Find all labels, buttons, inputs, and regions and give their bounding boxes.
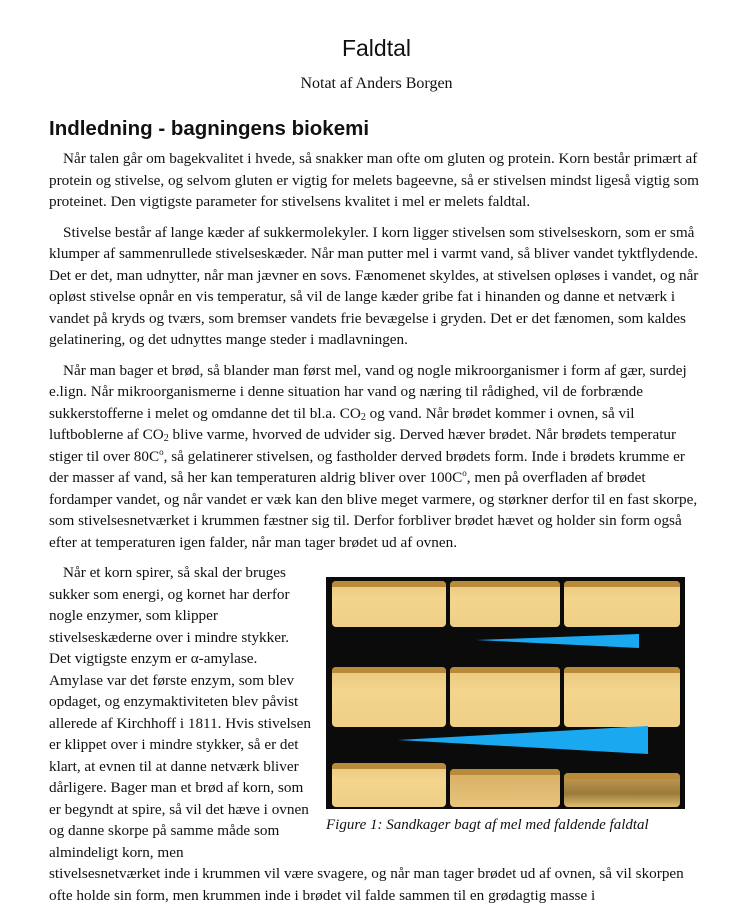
- wedge-small: [476, 634, 639, 648]
- paragraph-3-text-c: blive varme, hvorved de udvider sig. Derved hæver brødet. Når brødets temperatur stiger til over 80C: [49, 426, 677, 465]
- paragraph-3-text-b: og vand. Når brødet kommer i ovnen, så vil luftboblerne af CO: [49, 404, 635, 443]
- paragraph-4-continued: stivelsesnetværket inde i krummen vil være svagere, og når man tager brødet ud af ovnen, så vil skorpen ofte holde sin form, men krummen inde i brødet vil falde sammen til en grødagtig masse i: [49, 865, 684, 904]
- figure-caption: Figure 1: Sandkager bagt af mel med faldende faldtal: [326, 817, 649, 833]
- falling-number-wedges: [326, 577, 685, 809]
- document-page: [49, 0, 704, 915]
- paragraph-3: [49, 360, 704, 554]
- paragraph-1: Når talen går om bagekvalitet i hvede, så snakker man ofte om gluten og protein. Korn består primært af protein og stivelse, og selvom gluten er vigtig for melets bageevne, så er stivelsen mindst ligeså vigtig som proteinet. Den vigtigste parameter for stivelsens kvalitet i mel er melets faldtal.: [49, 150, 699, 210]
- paragraph-2: Stivelse består af lange kæder af sukkermolekyler. I korn ligger stivelsen som stivelseskorn, som er små klumper af sammenrullede stivelseskæder. Når man putter mel i varmt vand, så bliver vandet tyktflydende. Det er det, man udnytter, når man jævner en sovs. Fænomenet skyldes, at stivelsen opløses i vandet, og når opløst stivelse opnår en vis temperatur, så vil de lange kæder gribe fat i hinanden og danne et netværk i vandet på kryds og tværs, som bremser vandets frie bevægelse i gryden. Det er det fænomen, som kaldes gelatinering, og det udnyttes mange steder i madlavningen.: [49, 223, 699, 348]
- figure-wrap-section: [49, 562, 704, 906]
- degree-mark: o: [159, 446, 164, 457]
- subscript-2: 2: [360, 411, 366, 423]
- section-heading: Indledning - bagningens biokemi: [49, 117, 370, 140]
- degree-mark: o: [462, 468, 467, 478]
- paragraph-3-text-d: , så gelatinerer stivelsen, og fastholder derved brødets form. Inde i brødets krumme er der masser af vand, så her kan temperaturen aldrig bliver over 100C: [49, 447, 685, 486]
- wedge-large: [398, 726, 648, 754]
- paragraph-4: Når et korn spirer, så skal der bruges sukker som energi, og kornet har derfor nogle enzymer, som klipper stivelseskæderne over i mindre stykker. Det vigtigste enzym er α-amylase. Amylase var det første enzym, som blev opdaget, og enzymaktiviteten blev påvist allerede af Kirchhoff i 1811. Hvis stivelsen er klippet over i mindre stykker, så er det klart, at evnen til at danne netværk bliver dårligere. Bager man et brød af korn, som er begyndt at spire, så vil det hæve i ovnen og danne skorpe på samme måde som almindeligt korn, men: [49, 564, 311, 861]
- document-title: Faldtal: [341, 35, 412, 61]
- document-author: Notat af Anders Borgen: [300, 75, 453, 92]
- figure-1: [326, 577, 685, 835]
- paragraph-3-text-e: , men på overfladen af brødet fordamper vandet, og når vandet er væk kan den blive meget varmere, og størkner derfor til en fast skorpe, som stivelsesnetværket i krummen fæstner sig til. Derfor forbliver brødet hævet og holder sin form også efter at temperaturen igen falder, når man tager brødet ud af ovnen.: [49, 469, 698, 551]
- cake-photo: [326, 577, 685, 809]
- paragraph-3-text-a: Når man bager et brød, så blander man først mel, vand og nogle mikroorganismer i form af gær, surdej e.lign. Når mikroorganismerne i denne situation har vand og næring til rådighed, vil de forbrænde sukkerstofferne i melet og omdanne det til bl.a. CO: [49, 361, 687, 422]
- subscript-2: 2: [163, 433, 169, 444]
